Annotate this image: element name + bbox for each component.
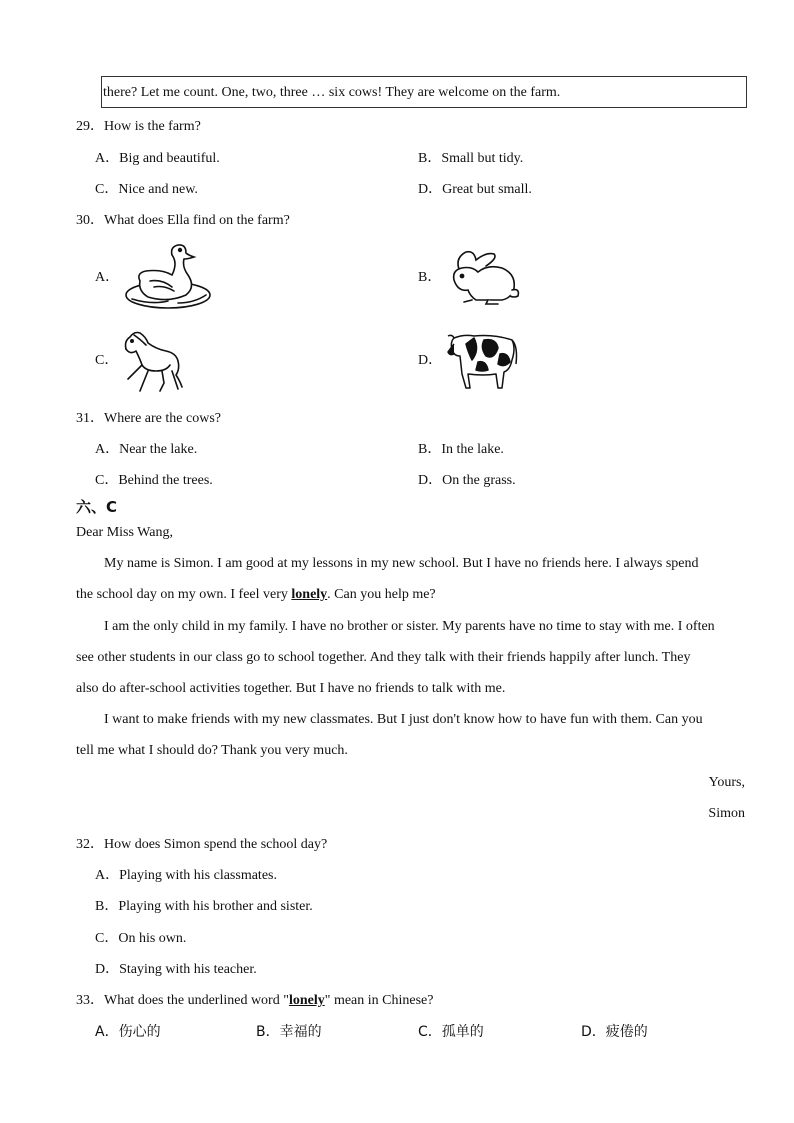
- letter-greeting: Dear Miss Wang,: [76, 525, 173, 540]
- question-29-stem: 29．How is the farm?: [76, 119, 201, 134]
- q29-option-a[interactable]: A．Big and beautiful.: [95, 151, 220, 166]
- duck-icon: [122, 243, 214, 313]
- letter-paragraph-3-line-2: tell me what I should do? Thank you very much.: [76, 743, 348, 758]
- q30-option-b[interactable]: B．: [418, 270, 442, 285]
- letter-closing: Yours,: [708, 775, 745, 790]
- section-heading: 六、C: [76, 498, 118, 516]
- horse-icon: [120, 329, 186, 395]
- question-text: 33．What does the underlined word ": [76, 993, 289, 1008]
- letter-paragraph-2-line-1: I am the only child in my family. I have no brother or sister. My parents have no time to stay with me. I often: [104, 619, 715, 634]
- cow-icon: [444, 330, 524, 394]
- q31-option-a[interactable]: A．Near the lake.: [95, 442, 198, 457]
- question-32-stem: 32．How does Simon spend the school day?: [76, 837, 328, 852]
- q29-option-d[interactable]: D．Great but small.: [418, 182, 532, 197]
- q32-option-a[interactable]: A．Playing with his classmates.: [95, 868, 277, 883]
- q32-option-b[interactable]: B．Playing with his brother and sister.: [95, 899, 313, 914]
- q32-option-d[interactable]: D．Staying with his teacher.: [95, 962, 257, 977]
- q32-option-c[interactable]: C．On his own.: [95, 931, 187, 946]
- q31-option-b[interactable]: B．In the lake.: [418, 442, 504, 457]
- q33-option-b[interactable]: B．幸福的: [256, 1024, 322, 1040]
- question-text: " mean in Chinese?: [324, 993, 434, 1008]
- letter-paragraph-2-line-2: see other students in our class go to school together. And they talk with their friends happily after lunch. They: [76, 650, 691, 665]
- q29-option-c[interactable]: C．Nice and new.: [95, 182, 198, 197]
- question-33-stem: [76, 992, 433, 1010]
- passage-continuation-box: [101, 76, 747, 108]
- letter-paragraph-1-line-1: My name is Simon. I am good at my lessons in my new school. But I have no friends here. I always spend: [104, 556, 699, 571]
- q30-option-c[interactable]: C．: [95, 353, 119, 368]
- q31-option-c[interactable]: C．Behind the trees.: [95, 473, 213, 488]
- letter-signature: Simon: [708, 806, 745, 821]
- rabbit-icon: [446, 250, 522, 306]
- letter-paragraph-2-line-3: also do after-school activities together. But I have no friends to talk with me.: [76, 681, 506, 696]
- underlined-word-lonely: lonely: [288, 993, 325, 1008]
- q30-option-d[interactable]: D．: [418, 353, 443, 368]
- letter-paragraph-1-line-2: [76, 586, 436, 604]
- letter-paragraph-3-line-1: I want to make friends with my new classmates. But I just don't know how to have fun with them. Can you: [104, 712, 703, 727]
- question-30-stem: 30．What does Ella find on the farm?: [76, 213, 290, 228]
- q33-option-c[interactable]: C．孤单的: [418, 1024, 484, 1040]
- q29-option-b[interactable]: B．Small but tidy.: [418, 151, 524, 166]
- letter-text: the school day on my own. I feel very: [76, 587, 292, 602]
- q31-option-d[interactable]: D．On the grass.: [418, 473, 516, 488]
- q33-option-d[interactable]: D．疲倦的: [581, 1024, 648, 1040]
- passage-continuation-text: there? Let me count. One, two, three … six cows! They are welcome on the farm.: [103, 85, 561, 100]
- q33-option-a[interactable]: A．伤心的: [95, 1024, 161, 1040]
- question-31-stem: 31．Where are the cows?: [76, 411, 221, 426]
- letter-text: . Can you help me?: [327, 587, 436, 602]
- q30-option-a[interactable]: A．: [95, 270, 120, 285]
- underlined-word-lonely: lonely: [291, 587, 328, 602]
